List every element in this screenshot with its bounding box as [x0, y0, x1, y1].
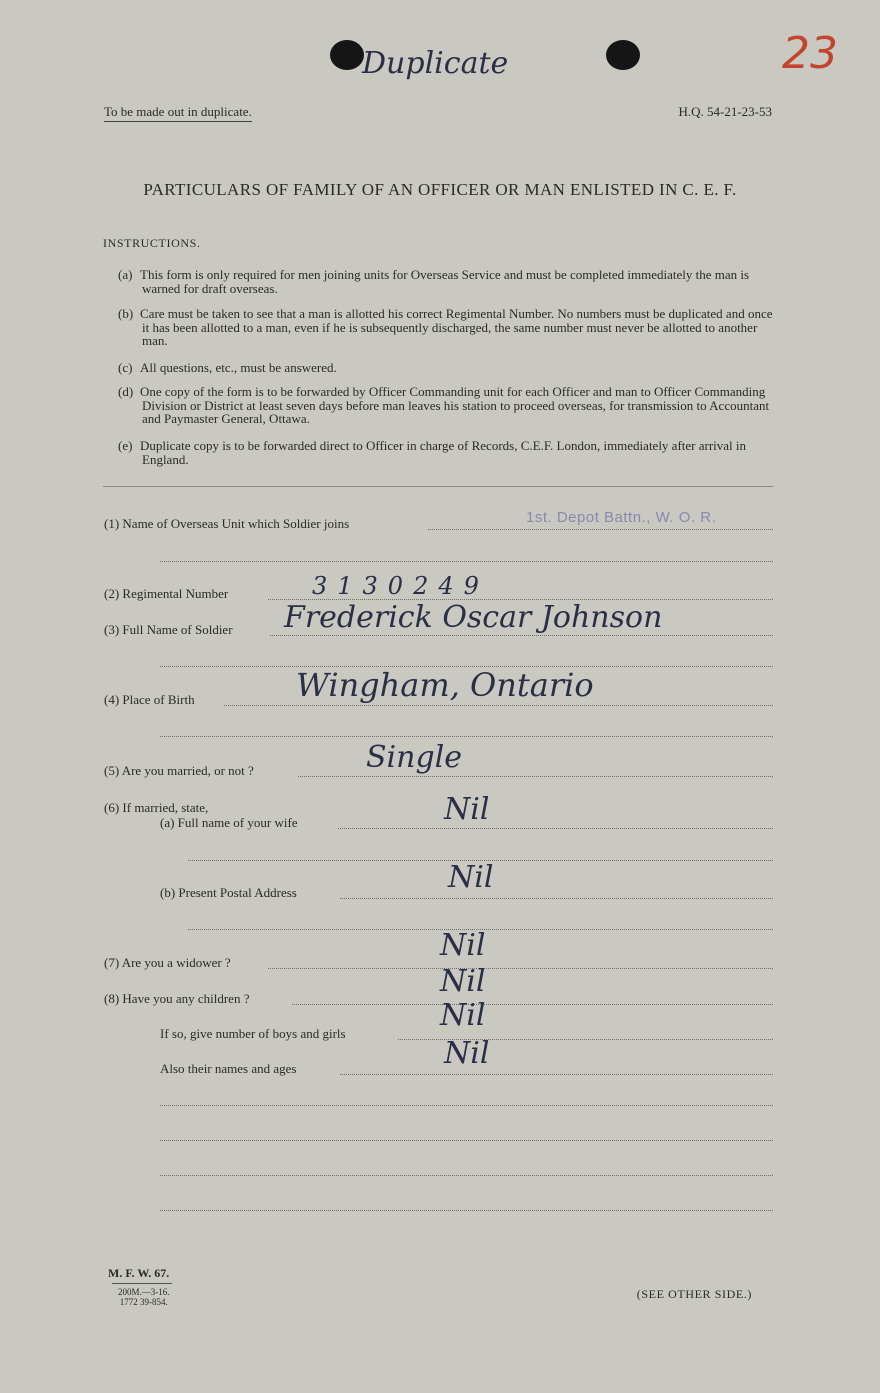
unit-line	[428, 529, 773, 530]
instruction-text: All questions, etc., must be answered.	[140, 360, 337, 375]
full-name-line	[270, 635, 773, 636]
unit-label: (1) Name of Overseas Unit which Soldier joins	[104, 516, 350, 531]
form-title: PARTICULARS OF FAMILY OF AN OFFICER OR MAN ENLISTED IN C. E. F.	[143, 180, 737, 199]
wife-name-label: (a) Full name of your wife	[160, 815, 298, 830]
duplicate-mark: Duplicate	[362, 46, 509, 81]
widower-label: (7) Are you a widower ?	[104, 955, 231, 970]
unit-stamp: 1st. Depot Battn., W. O. R.	[526, 509, 717, 526]
place-of-birth-label: (4) Place of Birth	[104, 692, 195, 707]
widower-line	[268, 968, 773, 969]
instruction-letter: (d)	[118, 384, 134, 399]
blank-line-4	[160, 1210, 773, 1211]
instruction-letter: (c)	[118, 360, 133, 375]
unit-line-2	[160, 561, 773, 562]
instructions-heading: INSTRUCTIONS.	[103, 236, 201, 250]
instruction-c	[118, 361, 774, 375]
names-ages-label: Also their names and ages	[160, 1061, 297, 1076]
married-line	[298, 776, 773, 777]
duplicate-note: To be made out in duplicate.	[104, 104, 252, 122]
instruction-text: Duplicate copy is to be forwarded direct to Officer in charge of Records, C.E.F. London, immediately after arrival in England.	[140, 438, 747, 467]
instruction-text: This form is only required for men joining units for Overseas Service and must be completed immediately the man is warned for draft overseas.	[140, 267, 750, 296]
form-code: M. F. W. 67.	[108, 1266, 170, 1280]
wife-name-value: Nil	[444, 792, 490, 827]
boys-girls-value: Nil	[440, 998, 486, 1033]
names-ages-line	[340, 1074, 773, 1075]
blank-line-2	[160, 1140, 773, 1141]
section-divider	[103, 486, 773, 487]
print-info	[118, 1287, 170, 1307]
instruction-e	[118, 439, 774, 466]
postal-address-line	[340, 898, 773, 899]
postal-address-label: (b) Present Postal Address	[160, 885, 297, 900]
place-of-birth-value: Wingham, Ontario	[296, 666, 594, 704]
widower-value: Nil	[440, 928, 486, 963]
children-label: (8) Have you any children ?	[104, 991, 250, 1006]
instruction-b	[118, 307, 774, 348]
blank-line-1	[160, 1105, 773, 1106]
instruction-letter: (b)	[118, 306, 134, 321]
if-married-label: (6) If married, state,	[104, 800, 209, 815]
regimental-number-label: (2) Regimental Number	[104, 586, 229, 601]
page-number: 23	[782, 28, 838, 79]
print-line-2: 1772 39-854.	[119, 1297, 168, 1307]
instruction-d	[118, 385, 774, 426]
instruction-letter: (e)	[118, 438, 133, 453]
children-value: Nil	[440, 964, 486, 999]
instruction-text: Care must be taken to see that a man is allotted his correct Regimental Number. No numbers must be duplicated and once it has been allotted to a man, even if he is subsequently discharged, the same number must never be allotted to another man.	[140, 306, 773, 348]
instruction-text: One copy of the form is to be forwarded by Officer Commanding unit for each Officer and man to Officer Commanding Division or District at least seven days before man leaves his station to proceed overseas, for transmission to Accountant and Paymaster General, Ottawa.	[140, 384, 770, 426]
place-of-birth-line	[224, 705, 773, 706]
boys-girls-label: If so, give number of boys and girls	[160, 1026, 346, 1041]
wife-name-line	[338, 828, 773, 829]
married-value: Single	[366, 740, 463, 775]
children-line	[292, 1004, 773, 1005]
full-name-label: (3) Full Name of Soldier	[104, 622, 233, 637]
postal-address-value: Nil	[448, 860, 494, 895]
place-of-birth-line-2	[160, 736, 773, 737]
reference-number: H.Q. 54-21-23-53	[678, 104, 772, 119]
ink-blot-right	[606, 40, 640, 70]
regimental-number-value: 3130249	[312, 572, 489, 600]
married-label: (5) Are you married, or not ?	[104, 763, 254, 778]
footer-code-rule	[112, 1283, 172, 1284]
names-ages-value: Nil	[444, 1036, 490, 1071]
see-other-side: (SEE OTHER SIDE.)	[636, 1287, 752, 1301]
ink-blot-left	[330, 40, 364, 70]
blank-line-3	[160, 1175, 773, 1176]
instruction-a	[118, 268, 774, 295]
instruction-letter: (a)	[118, 267, 133, 282]
print-line-1: 200M.—3-16.	[118, 1287, 170, 1297]
full-name-value: Frederick Oscar Johnson	[284, 600, 663, 635]
